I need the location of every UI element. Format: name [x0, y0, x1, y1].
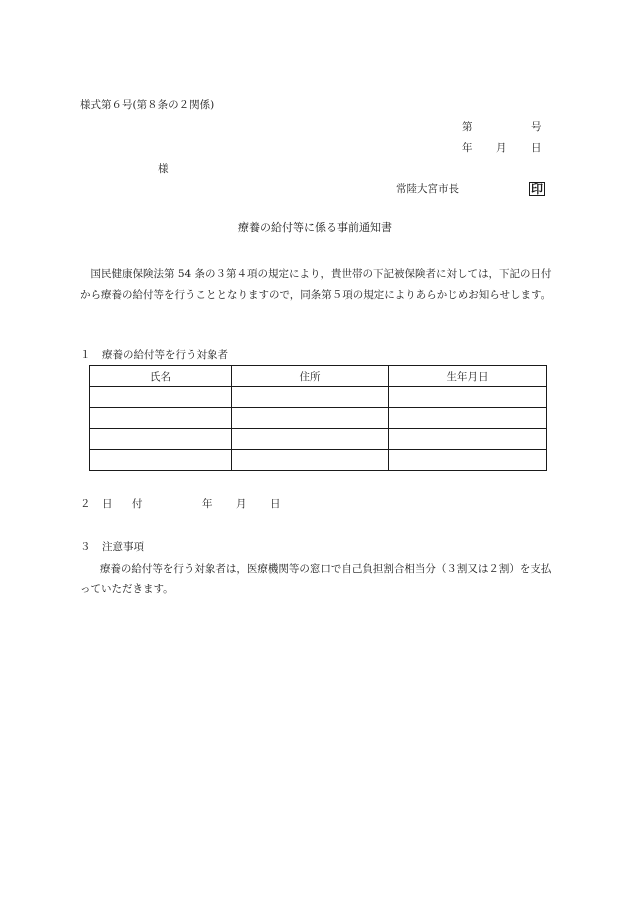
body-paragraph: [80, 264, 552, 306]
section-2-date-line: [80, 499, 281, 510]
issue-date-day: 日: [531, 142, 542, 154]
doc-number-prefix: 第: [462, 121, 473, 133]
table-cell: [389, 429, 547, 450]
addressee-suffix: 様: [158, 163, 169, 175]
issuer-name: 常陸大宮市長: [396, 183, 459, 195]
table-cell: [90, 450, 232, 471]
section-3-heading: [80, 542, 144, 553]
notes-paragraph: [80, 559, 552, 599]
table-cell: [90, 429, 232, 450]
targets-table: [89, 365, 547, 471]
issue-date-month: 月: [496, 142, 507, 154]
section-1-number: １: [80, 349, 91, 361]
table-row: [90, 429, 547, 450]
table-cell: [389, 387, 547, 408]
table-cell: [389, 450, 547, 471]
table-cell: [232, 429, 389, 450]
section-2-number: ２: [80, 498, 91, 510]
column-header-birthdate: 生年月日: [389, 366, 547, 387]
seal-mark: 印: [531, 182, 544, 196]
body-text: 国民健康保険法第 54 条の３第４項の規定により，貴世帯の下記被保険者に対しては，下記の日付から療養の給付等を行うこととなりますので，同条第５項の規定によりあらかじめお知らせします。: [80, 268, 552, 301]
section-2-day: 日: [270, 498, 281, 510]
doc-number-suffix: 号: [531, 121, 542, 133]
table-cell: [232, 450, 389, 471]
table-header-row: [90, 366, 547, 387]
document-title: 療養の給付等に係る事前通知書: [238, 221, 392, 234]
section-2-year: 年: [202, 498, 213, 510]
column-header-name: 氏名: [90, 366, 232, 387]
notes-text: 療養の給付等を行う対象者は，医療機関等の窓口で自己負担割合相当分（３割又は２割）を支払っていただきます。: [80, 563, 552, 595]
table-cell: [389, 408, 547, 429]
table-cell: [90, 408, 232, 429]
section-1-heading: [80, 350, 228, 361]
table-cell: [90, 387, 232, 408]
section-1-title: 療養の給付等を行う対象者: [102, 349, 228, 361]
section-2-label-2: 付: [132, 498, 143, 510]
table-cell: [232, 408, 389, 429]
form-number: 様式第６号(第８条の２関係): [80, 99, 215, 111]
section-2-label-1: 日: [102, 498, 113, 510]
table-row: [90, 450, 547, 471]
column-header-address: 住所: [232, 366, 389, 387]
section-3-number: ３: [80, 541, 91, 553]
table-row: [90, 408, 547, 429]
section-3-title: 注意事項: [102, 541, 144, 553]
table-cell: [232, 387, 389, 408]
section-2-month: 月: [236, 498, 247, 510]
issue-date-year: 年: [462, 142, 473, 154]
table-row: [90, 387, 547, 408]
